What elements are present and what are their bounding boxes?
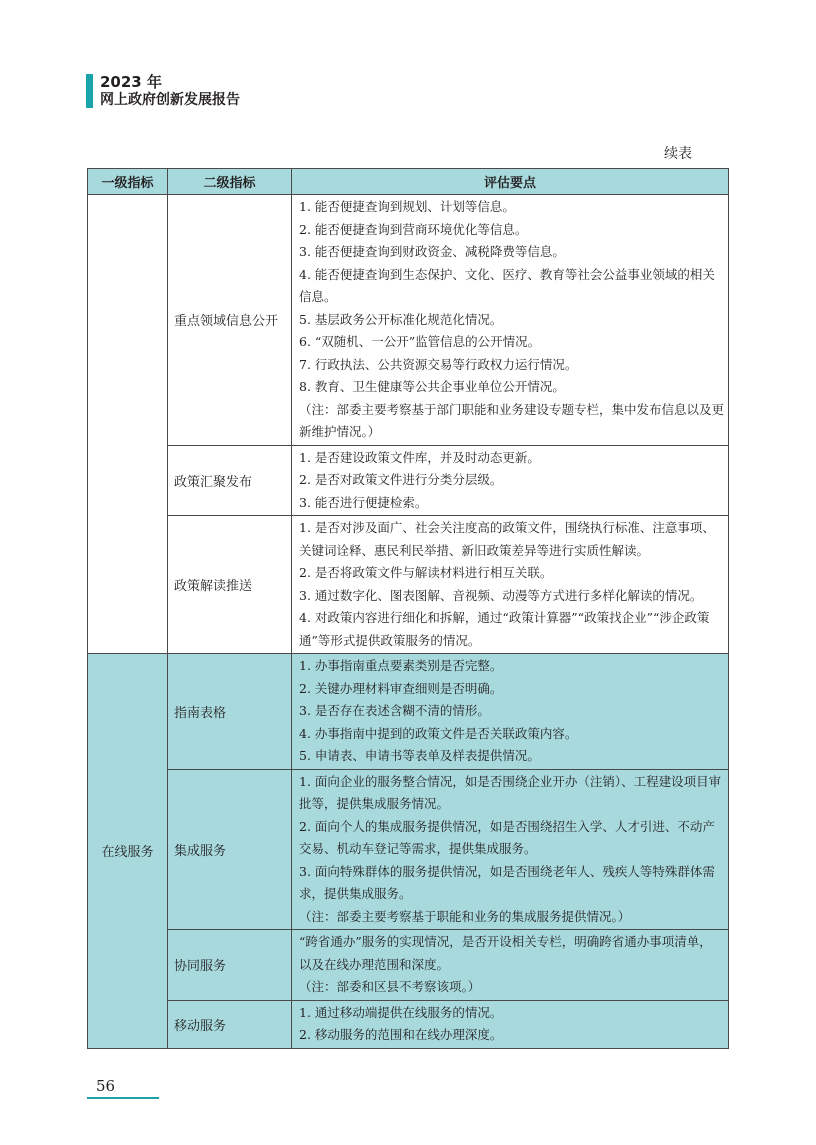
table-row (88, 445, 729, 516)
evaluation-point: 6. “双随机、一公开”监管信息的公开情况。 (299, 334, 541, 349)
table-header-row (88, 169, 729, 195)
table-row (88, 195, 729, 446)
evaluation-point: 5. 申请表、申请书等表单及样表提供情况。 (299, 748, 540, 763)
evaluation-points-cell (292, 1000, 729, 1048)
evaluation-points-cell (292, 195, 729, 446)
evaluation-point: 2. 移动服务的范围和在线办理深度。 (299, 1027, 503, 1042)
evaluation-point: 1. 能否便捷查询到规划、计划等信息。 (299, 199, 515, 214)
evaluation-point: 2. 是否对政策文件进行分类分层级。 (299, 472, 503, 487)
level2-indicator-cell: 政策汇聚发布 (168, 445, 292, 516)
evaluation-table (87, 168, 729, 1049)
evaluation-point: 3. 通过数字化、图表图解、音视频、动漫等方式进行多样化解读的情况。 (299, 587, 703, 603)
evaluation-point: （注：部委主要考察基于部门职能和业务建设专题专栏，集中发布信息以及更新维护情况。） (299, 401, 725, 439)
evaluation-point: 2. 关键办理材料审查细则是否明确。 (299, 680, 503, 696)
evaluation-point: 3. 是否存在表述含糊不清的情形。 (299, 703, 490, 718)
header-accent-bar (86, 74, 93, 108)
header-level2: 二级指标 (168, 169, 292, 195)
level2-indicator-cell: 协同服务 (168, 930, 292, 1001)
evaluation-point: “跨省通办”服务的实现情况，是否开设相关专栏，明确跨省通办事项清单，以及在线办理范围和深度。 (299, 934, 712, 972)
evaluation-point: 1. 办事指南重点要素类别是否完整。 (299, 658, 503, 673)
evaluation-point: 2. 能否便捷查询到营商环境优化等信息。 (299, 221, 528, 237)
evaluation-point: 5. 基层政务公开标准化规范化情况。 (299, 311, 503, 327)
evaluation-points-cell (292, 516, 729, 654)
page-number-underline (87, 1097, 159, 1099)
level2-indicator-cell: 移动服务 (168, 1000, 292, 1048)
level2-indicator-cell: 指南表格 (168, 654, 292, 770)
table-row (88, 654, 729, 770)
evaluation-point: 4. 能否便捷查询到生态保护、文化、医疗、教育等社会公益事业领域的相关信息。 (299, 266, 715, 304)
report-title: 网上政府创新发展报告 (100, 92, 240, 108)
table-row (88, 769, 729, 930)
evaluation-point: 4. 办事指南中提到的政策文件是否关联政策内容。 (299, 725, 578, 741)
level2-indicator-cell: 重点领域信息公开 (168, 195, 292, 446)
level1-indicator-cell: 在线服务 (88, 654, 168, 1049)
evaluation-points-cell (292, 445, 729, 516)
header-points: 评估要点 (292, 169, 729, 195)
evaluation-point: 1. 通过移动端提供在线服务的情况。 (299, 1004, 503, 1020)
level2-indicator-cell: 政策解读推送 (168, 516, 292, 654)
evaluation-point: 2. 面向个人的集成服务提供情况，如是否围绕招生入学、人才引进、不动产交易、机动车登记等需求，提供集成服务。 (299, 818, 715, 856)
evaluation-point: （注：部委和区县不考察该项。） (299, 979, 481, 994)
level1-indicator-cell (88, 195, 168, 654)
evaluation-point: 3. 面向特殊群体的服务提供情况，如是否围绕老年人、残疾人等特殊群体需求，提供集成服务。 (299, 863, 715, 901)
evaluation-point: 1. 是否建设政策文件库，并及时动态更新。 (299, 449, 540, 465)
evaluation-point: 2. 是否将政策文件与解读材料进行相互关联。 (299, 565, 553, 580)
continued-table-label: 续表 (664, 146, 692, 162)
evaluation-point: 3. 能否进行便捷检索。 (299, 494, 428, 510)
evaluation-points-cell (292, 930, 729, 1001)
evaluation-point: 1. 面向企业的服务整合情况，如是否围绕企业开办（注销）、工程建设项目审批等，提供集成服务情况。 (299, 773, 722, 811)
report-year: 2023 年 (100, 73, 162, 91)
evaluation-point: 8. 教育、卫生健康等公共企事业单位公开情况。 (299, 379, 565, 394)
header-level1: 一级指标 (88, 169, 168, 195)
evaluation-point: 7. 行政执法、公共资源交易等行政权力运行情况。 (299, 356, 578, 372)
evaluation-points-cell (292, 769, 729, 930)
table-row (88, 930, 729, 1001)
level2-indicator-cell: 集成服务 (168, 769, 292, 930)
table-row (88, 516, 729, 654)
table-row (88, 1000, 729, 1048)
evaluation-point: 3. 能否便捷查询到财政资金、减税降费等信息。 (299, 244, 565, 259)
evaluation-point: 4. 对政策内容进行细化和拆解，通过“政策计算器”“政策找企业”“涉企政策通”等形式提供政策服务的情况。 (299, 610, 710, 648)
evaluation-point: 1. 是否对涉及面广、社会关注度高的政策文件，围绕执行标准、注意事项、关键词诠释、惠民利民举措、新旧政策差异等进行实质性解读。 (299, 520, 715, 558)
page-number: 56 (96, 1077, 116, 1095)
evaluation-point: （注：部委主要考察基于职能和业务的集成服务提供情况。） (299, 908, 631, 924)
evaluation-points-cell (292, 654, 729, 770)
